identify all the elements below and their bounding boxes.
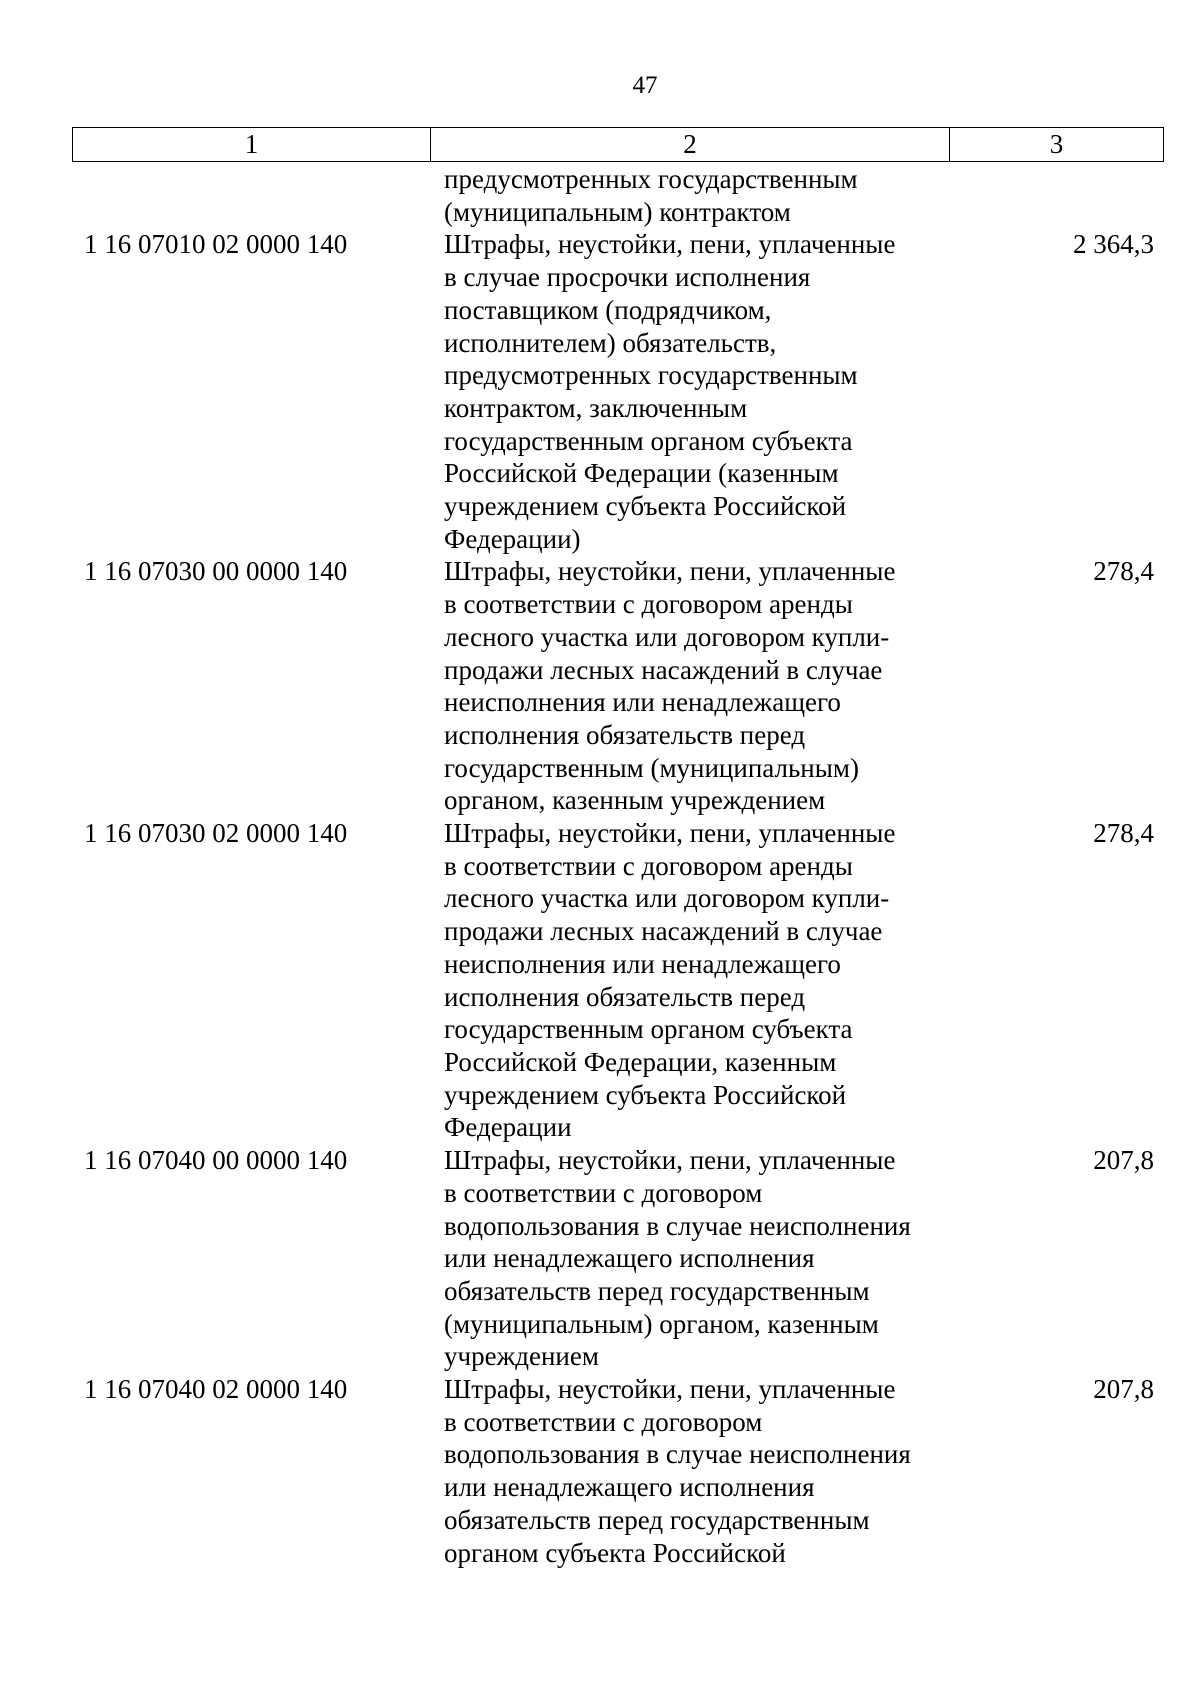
row-amount: 278,4 — [1093, 818, 1154, 849]
row-amount: 278,4 — [1093, 556, 1154, 587]
row-code — [72, 163, 430, 228]
row-description: Штрафы, неустойки, пени, уплаченные в случае просрочки исполнения поставщиком (подрядчиком, исполнителем) обязательств, предусмотренных государственным контрактом, заключенным государственным органом субъекта Российской Федерации (казенным учреждением субъекта Российской Федерации) — [444, 229, 896, 554]
row-description: Штрафы, неустойки, пени, уплаченные в соответствии с договором аренды лесного участка или договором купли- продажи лесных насаждений в случае неисполнения или ненадлежащего исполнения обязательств перед государственным (муниципальным) органом, казенным учреждением — [444, 556, 896, 816]
row-code: 1 16 07010 02 0000 140 — [84, 229, 348, 260]
table-row — [72, 555, 1164, 817]
header-cell-1: 1 — [73, 128, 431, 161]
row-code: 1 16 07030 02 0000 140 — [84, 818, 348, 849]
table-row — [72, 163, 1164, 228]
table-body — [72, 163, 1164, 1569]
header-cell-3: 3 — [1049, 129, 1064, 159]
table-header — [72, 127, 1164, 162]
table-row — [72, 817, 1164, 1144]
row-code: 1 16 07030 00 0000 140 — [84, 556, 348, 587]
row-amount: 207,8 — [1093, 1374, 1154, 1405]
row-description: Штрафы, неустойки, пени, уплаченные в соответствии с договором аренды лесного участка или договором купли- продажи лесных насаждений в случае неисполнения или ненадлежащего исполнения обязательств перед государственным органом субъекта Российской Федерации, казенным учреждением субъекта Российской Федерации — [444, 818, 896, 1143]
table-row — [72, 1144, 1164, 1373]
row-amount: 207,8 — [1093, 1145, 1154, 1176]
table-row — [72, 1373, 1164, 1569]
row-code: 1 16 07040 02 0000 140 — [84, 1374, 348, 1405]
page-number: 47 — [632, 72, 658, 99]
row-description: предусмотренных государственным (муниципальным) контрактом — [444, 164, 858, 227]
row-code: 1 16 07040 00 0000 140 — [84, 1145, 348, 1176]
row-amount: 2 364,3 — [1073, 229, 1154, 260]
row-description: Штрафы, неустойки, пени, уплаченные в соответствии с договором водопользования в случае неисполнения или ненадлежащего исполнения обязательств перед государственным (муниципальным) органом, казенным учреждением — [444, 1145, 911, 1372]
table-row — [72, 228, 1164, 555]
header-cell-2: 2 — [431, 128, 950, 161]
row-description: Штрафы, неустойки, пени, уплаченные в соответствии с договором водопользования в случае неисполнения или ненадлежащего исполнения обязательств перед государственным органом субъекта Российской — [444, 1374, 911, 1568]
row-amount — [949, 163, 1164, 228]
